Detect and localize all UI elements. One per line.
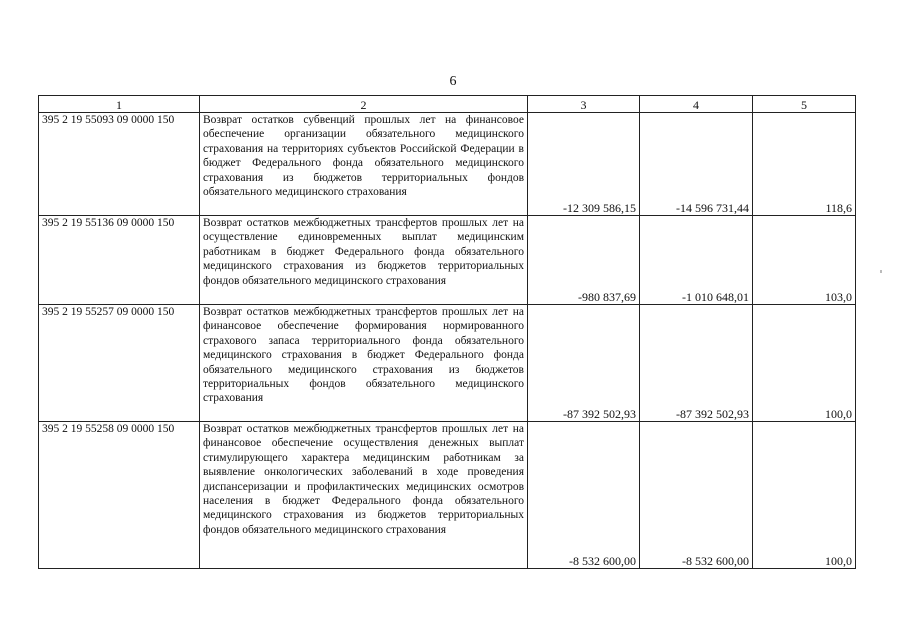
row-value-col4: -8 532 600,00 xyxy=(640,422,753,569)
row-description: Возврат остатков субвенций прошлых лет на финансовое обеспечение организации обязательного медицинского страхования на территориях субъектов Российской Федерации в бюджет Федерального фонда обязательного медицинского страхования из бюджетов территориальных фондов обязательного медицинского страхования xyxy=(200,113,528,216)
row-value-col3: -980 837,69 xyxy=(528,216,640,305)
row-value-col3: -8 532 600,00 xyxy=(528,422,640,569)
header-col-4: 4 xyxy=(640,96,753,113)
table-row xyxy=(39,305,856,422)
table-row xyxy=(39,422,856,569)
header-col-1: 1 xyxy=(39,96,200,113)
row-value-col3: -87 392 502,93 xyxy=(528,305,640,422)
row-value-col4: -87 392 502,93 xyxy=(640,305,753,422)
row-value-col5: 103,0 xyxy=(753,216,856,305)
row-code: 395 2 19 55136 09 0000 150 xyxy=(39,216,200,305)
header-col-2: 2 xyxy=(200,96,528,113)
table-row xyxy=(39,113,856,216)
row-value-col5: 100,0 xyxy=(753,422,856,569)
page-number: 6 xyxy=(449,74,457,89)
row-description: Возврат остатков межбюджетных трансфертов прошлых лет на финансовое обеспечение осуществления денежных выплат стимулирующего характера медицинским работникам за выявление онкологических заболеваний в ходе проведения диспансеризации и профилактических медицинских осмотров населения в бюджет Федерального фонда обязательного медицинского страхования из бюджетов территориальных фондов обязательного медицинского страхования xyxy=(200,422,528,569)
budget-table xyxy=(38,95,856,569)
header-col-3: 3 xyxy=(528,96,640,113)
scan-artifact xyxy=(880,270,882,273)
header-col-5: 5 xyxy=(753,96,856,113)
row-value-col5: 118,6 xyxy=(753,113,856,216)
table-row xyxy=(39,216,856,305)
row-code: 395 2 19 55257 09 0000 150 xyxy=(39,305,200,422)
row-code: 395 2 19 55258 09 0000 150 xyxy=(39,422,200,569)
row-value-col4: -1 010 648,01 xyxy=(640,216,753,305)
row-value-col5: 100,0 xyxy=(753,305,856,422)
row-description: Возврат остатков межбюджетных трансфертов прошлых лет на осуществление единовременных выплат медицинским работникам в бюджет Федерального фонда обязательного медицинского страхования из бюджетов территориальных фондов обязательного медицинского страхования xyxy=(200,216,528,305)
row-code: 395 2 19 55093 09 0000 150 xyxy=(39,113,200,216)
row-description: Возврат остатков межбюджетных трансфертов прошлых лет на финансовое обеспечение формирования нормированного страхового запаса территориального фонда обязательного медицинского страхования в бюджет Федерального фонда обязательного медицинского страхования из бюджетов территориальных фондов обязательного медицинского страхования xyxy=(200,305,528,422)
row-value-col3: -12 309 586,15 xyxy=(528,113,640,216)
header-row xyxy=(39,96,856,113)
row-value-col4: -14 596 731,44 xyxy=(640,113,753,216)
